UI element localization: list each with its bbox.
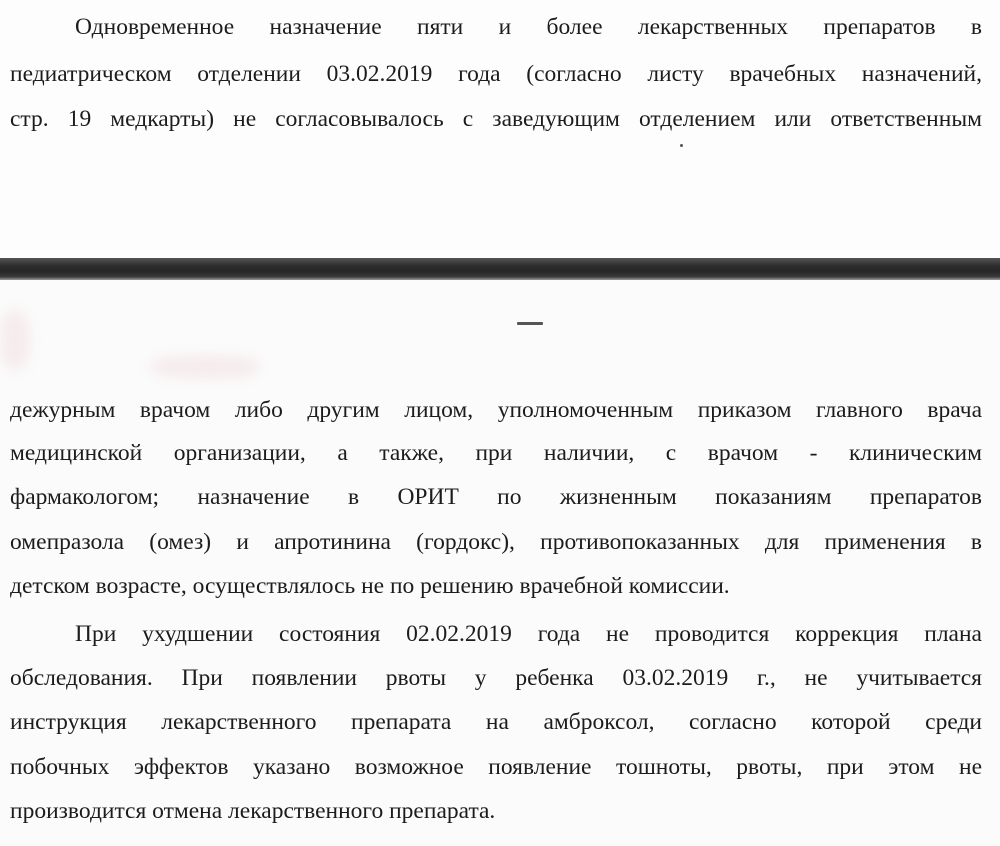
document-page-bottom	[0, 280, 1000, 846]
text-line: обследования. При появлении рвоты у ребенка 03.02.2019 г., не учитывается	[10, 665, 982, 691]
text-line: дежурным врачом либо другим лицом, уполномоченным приказом главного врача	[10, 397, 982, 423]
text-line: побочных эффектов указано возможное появление тошноты, рвоты, при этом не	[10, 754, 982, 780]
document-page-top	[0, 0, 1000, 258]
text-line: педиатрическом отделении 03.02.2019 года (согласно листу врачебных назначений,	[10, 61, 982, 87]
scan-speck	[680, 144, 683, 147]
scan-smudge	[150, 355, 260, 379]
text-line: Одновременное назначение пяти и более лекарственных препаратов в	[75, 14, 982, 40]
scan-page-gap	[0, 258, 1000, 280]
text-line: производится отмена лекарственного препарата.	[10, 798, 496, 824]
scan-dash-mark	[517, 322, 543, 325]
text-line: медицинской организации, а также, при наличии, с врачом - клиническим	[10, 440, 982, 466]
text-line: инструкция лекарственного препарата на амброксол, согласно которой среди	[10, 709, 982, 735]
text-line: детском возрасте, осуществлялось не по решению врачебной комиссии.	[10, 573, 730, 599]
scan-smudge	[0, 310, 30, 370]
text-line: стр. 19 медкарты) не согласовывалось с заведующим отделением или ответственным	[10, 106, 982, 132]
text-line: омепразола (омез) и апротинина (гордокс), противопоказанных для применения в	[10, 529, 982, 555]
text-line: фармакологом; назначение в ОРИТ по жизненным показаниям препаратов	[10, 484, 982, 510]
text-line: При ухудшении состояния 02.02.2019 года не проводится коррекция плана	[75, 621, 982, 647]
